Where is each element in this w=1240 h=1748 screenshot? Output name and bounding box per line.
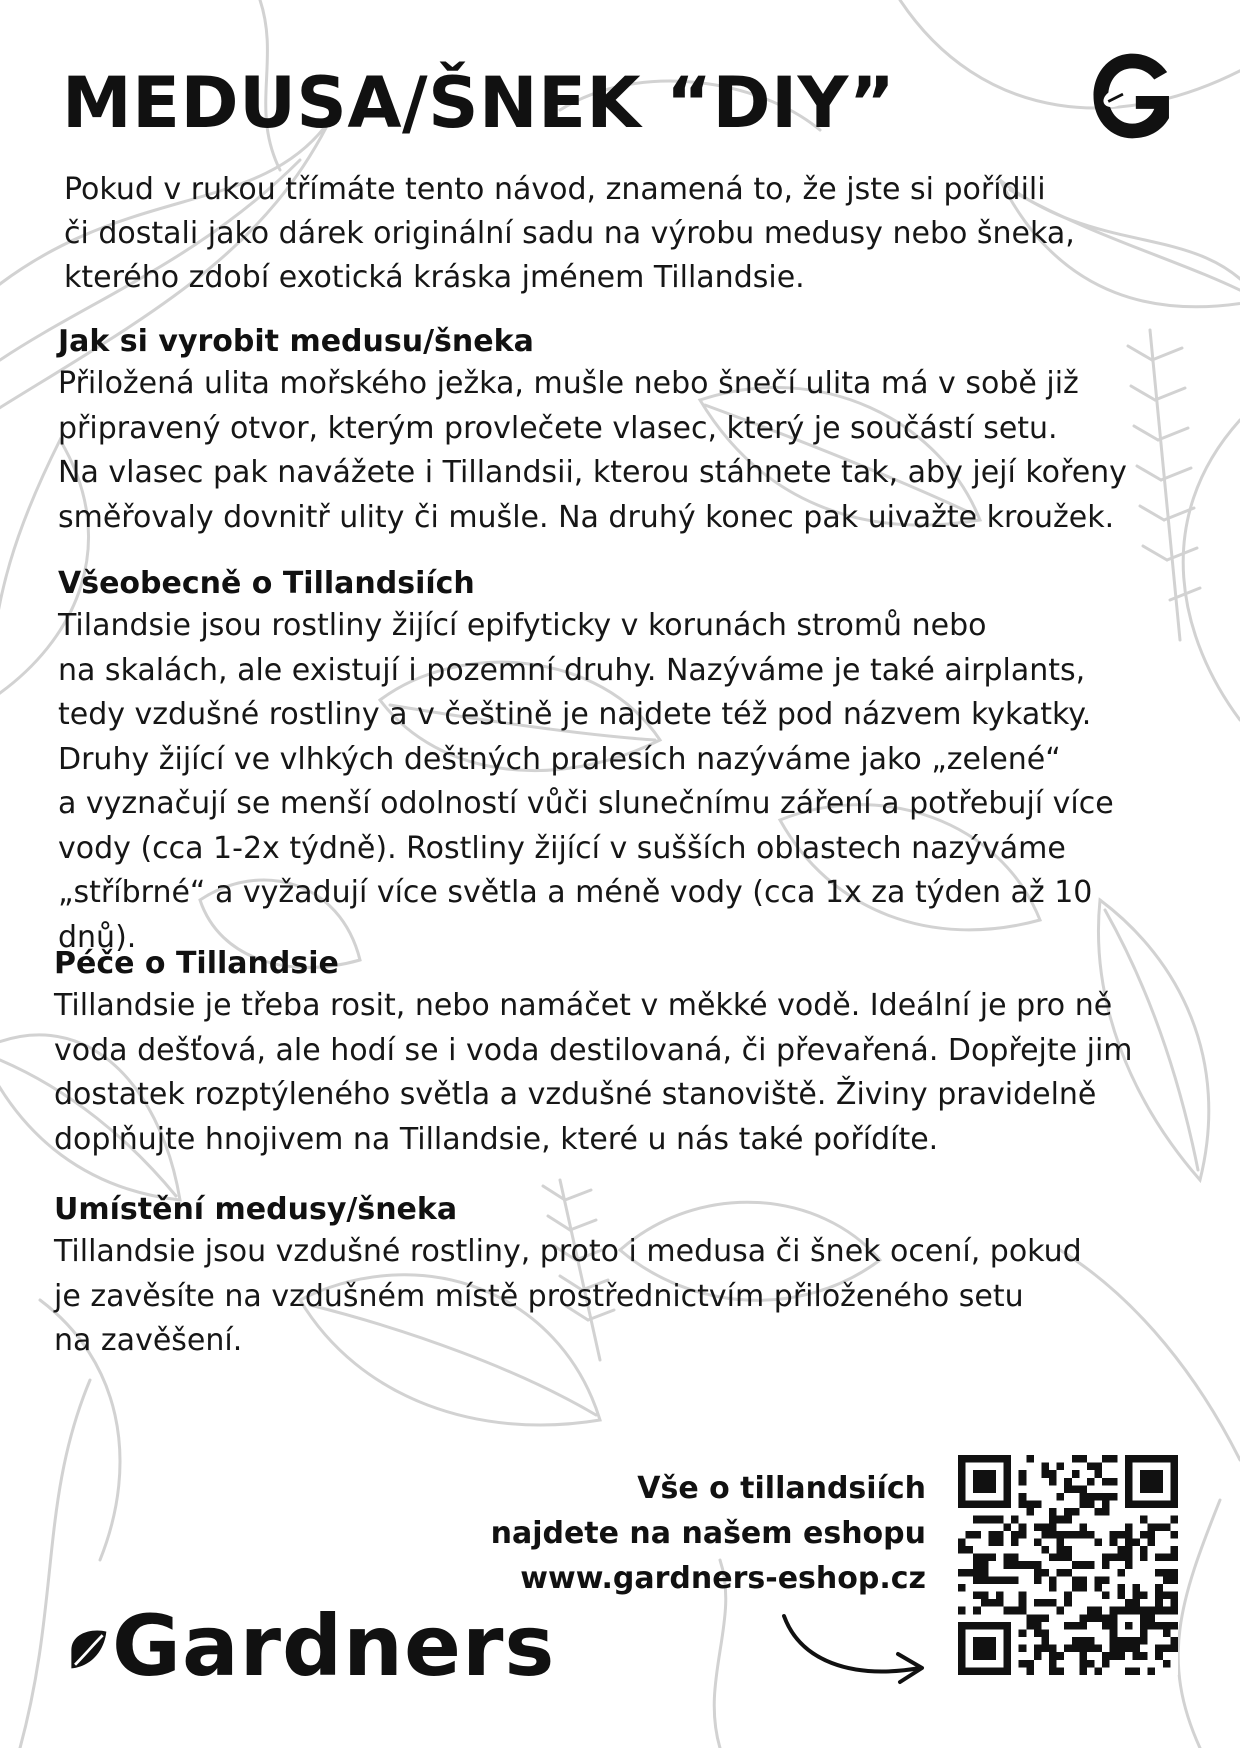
qr-module (1019, 1561, 1027, 1569)
qr-module (1095, 1538, 1103, 1546)
qr-module (1102, 1660, 1110, 1668)
qr-module (1163, 1592, 1171, 1600)
gardners-g-logo-icon (1088, 50, 1180, 142)
qr-module (1102, 1478, 1110, 1486)
qr-module (1110, 1493, 1118, 1501)
qr-module (981, 1592, 989, 1600)
qr-module (1026, 1455, 1034, 1463)
qr-module (1057, 1516, 1065, 1524)
qr-module (1132, 1599, 1140, 1607)
qr-code-icon[interactable] (958, 1455, 1178, 1675)
qr-module (1087, 1531, 1095, 1539)
qr-module (1117, 1645, 1125, 1653)
qr-module (1110, 1652, 1118, 1660)
qr-module (1064, 1554, 1072, 1562)
qr-module (1011, 1576, 1019, 1584)
qr-module (1163, 1629, 1171, 1637)
qr-module (1117, 1546, 1125, 1554)
qr-module (1079, 1523, 1087, 1531)
qr-module (973, 1561, 981, 1569)
qr-module (1019, 1629, 1027, 1637)
qr-module (1034, 1523, 1042, 1531)
qr-module (958, 1546, 966, 1554)
qr-module (1041, 1637, 1049, 1645)
qr-module (973, 1607, 981, 1615)
qr-module (1041, 1614, 1049, 1622)
qr-module (973, 1516, 981, 1524)
qr-module (1049, 1576, 1057, 1584)
qr-module (1079, 1561, 1087, 1569)
qr-module (1132, 1584, 1140, 1592)
qr-module (1125, 1554, 1133, 1562)
qr-module (1102, 1554, 1110, 1562)
qr-module (1087, 1660, 1095, 1668)
qr-module (1019, 1607, 1027, 1615)
qr-module (1004, 1554, 1012, 1562)
qr-module (1095, 1508, 1103, 1516)
qr-module (1026, 1660, 1034, 1668)
qr-module (1087, 1501, 1095, 1509)
qr-module (1095, 1645, 1103, 1653)
qr-module (1125, 1523, 1133, 1531)
qr-module (1132, 1652, 1140, 1660)
qr-module (1057, 1554, 1065, 1562)
qr-module (996, 1592, 1004, 1600)
section-body: Přiložená ulita mořského ježka, mušle nebo šnečí ulita má v sobě již připravený otvor, kterým provlečete vlasec, který je součástí setu. Na vlasec pak navážete i Tillandsii, kterou stáhnete tak, aby její kořeny směřovaly dovnitř ulity či mušle. Na druhý konec pak uivažte kroužek. (58, 366, 1127, 535)
qr-module (1019, 1470, 1027, 1478)
qr-module (1079, 1622, 1087, 1630)
qr-module (981, 1561, 989, 1569)
qr-module (1057, 1652, 1065, 1660)
qr-module (1049, 1554, 1057, 1562)
qr-module (988, 1554, 996, 1562)
qr-module (1004, 1561, 1012, 1569)
qr-module (1049, 1531, 1057, 1539)
qr-module (988, 1516, 996, 1524)
qr-module (1041, 1599, 1049, 1607)
qr-module (1072, 1561, 1080, 1569)
qr-module (1064, 1622, 1072, 1630)
qr-module (973, 1569, 981, 1577)
qr-module (981, 1576, 989, 1584)
qr-module (1170, 1576, 1178, 1584)
qr-module (958, 1584, 966, 1592)
qr-module (1140, 1470, 1163, 1493)
qr-module (1102, 1622, 1110, 1630)
qr-module (996, 1538, 1004, 1546)
qr-module (1163, 1607, 1171, 1615)
qr-module (1148, 1531, 1156, 1539)
qr-module (996, 1599, 1004, 1607)
qr-module (1125, 1546, 1133, 1554)
qr-module (1095, 1614, 1103, 1622)
qr-module (1026, 1501, 1034, 1509)
qr-module (1163, 1645, 1171, 1653)
qr-module (1019, 1531, 1027, 1539)
qr-module (1079, 1576, 1087, 1584)
qr-module (1170, 1645, 1178, 1653)
qr-module (1079, 1485, 1087, 1493)
qr-module (1140, 1554, 1148, 1562)
qr-module (1072, 1470, 1080, 1478)
qr-module (1079, 1645, 1087, 1653)
qr-module (1011, 1516, 1019, 1524)
section-heading: Péče o Tillandsie (54, 946, 339, 981)
qr-module (1163, 1523, 1171, 1531)
qr-module (988, 1531, 996, 1539)
qr-module (1034, 1652, 1042, 1660)
qr-module (1019, 1660, 1027, 1668)
qr-module (1117, 1592, 1125, 1600)
qr-module (1095, 1667, 1103, 1675)
qr-module (1102, 1561, 1110, 1569)
qr-module (1102, 1592, 1110, 1600)
qr-module (1072, 1622, 1080, 1630)
section-care (54, 944, 1174, 1162)
qr-module (1072, 1485, 1080, 1493)
qr-module (1163, 1576, 1171, 1584)
qr-module (1057, 1538, 1065, 1546)
qr-module (1163, 1622, 1171, 1630)
qr-module (1034, 1501, 1042, 1509)
qr-module (1102, 1576, 1110, 1584)
leaf-mark-icon (64, 1622, 110, 1678)
qr-module (1026, 1561, 1034, 1569)
qr-module (1155, 1645, 1163, 1653)
qr-module (1041, 1531, 1049, 1539)
qr-module (1079, 1493, 1087, 1501)
qr-module (1102, 1501, 1110, 1509)
qr-module (1163, 1660, 1171, 1668)
qr-module (1140, 1516, 1148, 1524)
qr-module (1019, 1523, 1027, 1531)
qr-module (1049, 1645, 1057, 1653)
qr-module (1011, 1561, 1019, 1569)
qr-module (1087, 1645, 1095, 1653)
qr-module (1087, 1478, 1095, 1486)
qr-module (1125, 1538, 1133, 1546)
qr-module (1049, 1516, 1057, 1524)
qr-module (1026, 1614, 1034, 1622)
qr-module (981, 1554, 989, 1562)
qr-module (1170, 1592, 1178, 1600)
section-body: Tilandsie jsou rostliny žijící epifyticky v korunách stromů nebo na skalách, ale existují i pozemní druhy. Nazýváme je také airplants, tedy vzdušné rostliny a v češtině je najdete též pod názvem kykatky. Druhy žijící ve vlhkých deštných pralesích nazýváme jako „zelené“ a vyznačují se menší odolností vůči slunečnímu záření a potřebují více vody (cca 1-2x týdně). Rostliny žijící v sušších oblastech nazýváme „stříbrné“ a vyžadují více světla a méně vody (cca 1x za týden až 10 dnů). (58, 608, 1114, 955)
qr-module (973, 1554, 981, 1562)
qr-module (1057, 1667, 1065, 1675)
qr-module (1064, 1485, 1072, 1493)
qr-module (1049, 1523, 1057, 1531)
qr-module (1079, 1614, 1087, 1622)
qr-module (1117, 1652, 1125, 1660)
qr-module (1125, 1622, 1133, 1630)
qr-module (1019, 1478, 1027, 1486)
qr-module (1072, 1508, 1080, 1516)
qr-module (1019, 1645, 1027, 1653)
qr-module (958, 1538, 966, 1546)
qr-module (966, 1546, 974, 1554)
qr-module (1072, 1645, 1080, 1653)
qr-module (973, 1531, 981, 1539)
qr-module (958, 1607, 966, 1615)
qr-module (1155, 1584, 1163, 1592)
qr-module (1049, 1478, 1057, 1486)
qr-module (1102, 1508, 1110, 1516)
qr-module (988, 1538, 996, 1546)
qr-module (1087, 1614, 1095, 1622)
gardners-brand-logo (64, 1597, 556, 1695)
qr-module (1132, 1645, 1140, 1653)
qr-module (1019, 1599, 1027, 1607)
qr-module (1072, 1576, 1080, 1584)
qr-module (1095, 1576, 1103, 1584)
qr-module (1155, 1569, 1163, 1577)
qr-module (1041, 1546, 1049, 1554)
qr-module (1064, 1546, 1072, 1554)
qr-module (1049, 1652, 1057, 1660)
qr-module (1049, 1667, 1057, 1675)
qr-module (1155, 1592, 1163, 1600)
qr-module (1057, 1569, 1065, 1577)
qr-module (1079, 1637, 1087, 1645)
qr-module (1170, 1607, 1178, 1615)
qr-module (1064, 1508, 1072, 1516)
qr-module (1079, 1531, 1087, 1539)
qr-module (1011, 1531, 1019, 1539)
qr-module (1034, 1569, 1042, 1577)
qr-module (1079, 1584, 1087, 1592)
qr-module (1041, 1629, 1049, 1637)
eshop-callout: Vše o tillandsiích najdete na našem eshopu www.gardners-eshop.cz (490, 1471, 926, 1596)
qr-module (1125, 1667, 1133, 1675)
qr-module (1095, 1463, 1103, 1471)
qr-module (1148, 1667, 1156, 1675)
qr-module (1110, 1554, 1118, 1562)
curved-arrow-icon (780, 1610, 930, 1690)
qr-module (1087, 1607, 1095, 1615)
page-title: MEDUSA/ŠNEK “DIY” (62, 62, 896, 144)
qr-module (1102, 1493, 1110, 1501)
qr-module (1087, 1463, 1095, 1471)
qr-module (973, 1637, 996, 1660)
qr-module (1163, 1554, 1171, 1562)
brand-wordmark: Gardners (112, 1597, 556, 1695)
qr-module (1019, 1493, 1027, 1501)
qr-module (1095, 1607, 1103, 1615)
qr-module (1041, 1470, 1049, 1478)
qr-module (1170, 1531, 1178, 1539)
qr-module (996, 1531, 1004, 1539)
qr-module (1064, 1478, 1072, 1486)
qr-module (1041, 1463, 1049, 1471)
qr-module (1170, 1546, 1178, 1554)
section-heading: Všeobecně o Tillandsiích (58, 566, 475, 601)
qr-module (966, 1531, 974, 1539)
qr-module (1064, 1569, 1072, 1577)
qr-module (996, 1576, 1004, 1584)
qr-module (1095, 1470, 1103, 1478)
qr-module (1132, 1667, 1140, 1675)
qr-module (1079, 1652, 1087, 1660)
qr-module (1041, 1645, 1049, 1653)
qr-module (1102, 1614, 1110, 1622)
qr-module (1102, 1652, 1110, 1660)
qr-module (1026, 1667, 1034, 1675)
qr-module (1155, 1599, 1163, 1607)
qr-module (1057, 1607, 1065, 1615)
qr-module (1170, 1599, 1178, 1607)
qr-module (981, 1516, 989, 1524)
qr-module (973, 1592, 981, 1600)
qr-module (1087, 1493, 1095, 1501)
qr-module (1079, 1667, 1087, 1675)
qr-module (1170, 1622, 1178, 1630)
section-placement (54, 1190, 1174, 1364)
qr-module (1148, 1523, 1156, 1531)
qr-module (1034, 1576, 1042, 1584)
qr-module (1170, 1516, 1178, 1524)
qr-module (1041, 1523, 1049, 1531)
section-body: Tillandsie jsou vzdušné rostliny, proto i medusa či šnek ocení, pokud je zavěsíte na vzdušném místě prostřednictvím přiloženého setu na zavěšení. (54, 1234, 1082, 1358)
qr-module (988, 1599, 996, 1607)
qr-module (1125, 1599, 1133, 1607)
qr-module (1125, 1645, 1133, 1653)
qr-module (1049, 1660, 1057, 1668)
qr-module (1087, 1637, 1095, 1645)
qr-module (1057, 1546, 1065, 1554)
qr-module (1140, 1652, 1148, 1660)
qr-module (1049, 1584, 1057, 1592)
qr-module (1049, 1508, 1057, 1516)
qr-module (1110, 1455, 1118, 1463)
qr-module (1004, 1607, 1012, 1615)
qr-module (1057, 1493, 1065, 1501)
qr-module (981, 1599, 989, 1607)
section-heading: Umístění medusy/šneka (54, 1192, 458, 1227)
qr-module (1163, 1569, 1171, 1577)
qr-module (1019, 1592, 1027, 1600)
qr-module (1148, 1622, 1156, 1630)
qr-module (1155, 1607, 1163, 1615)
qr-module (1049, 1599, 1057, 1607)
qr-module (1064, 1592, 1072, 1600)
qr-module (988, 1576, 996, 1584)
qr-module (1155, 1523, 1163, 1531)
qr-module (1034, 1561, 1042, 1569)
qr-module (981, 1569, 989, 1577)
qr-module (1095, 1493, 1103, 1501)
qr-module (1072, 1455, 1080, 1463)
qr-module (1140, 1531, 1148, 1539)
qr-module (1072, 1637, 1080, 1645)
qr-module (1064, 1516, 1072, 1524)
qr-module (973, 1470, 996, 1493)
qr-module (1011, 1554, 1019, 1562)
qr-module (1034, 1629, 1042, 1637)
qr-module (958, 1569, 966, 1577)
qr-module (1064, 1599, 1072, 1607)
qr-module (1095, 1584, 1103, 1592)
section-how-to-make (58, 322, 1178, 540)
qr-module (996, 1516, 1004, 1524)
qr-module (1110, 1531, 1118, 1539)
qr-module (1079, 1660, 1087, 1668)
qr-module (1132, 1538, 1140, 1546)
qr-module (1034, 1599, 1042, 1607)
qr-module (1170, 1569, 1178, 1577)
section-heading: Jak si vyrobit medusu/šneka (58, 324, 534, 359)
qr-module (1170, 1637, 1178, 1645)
qr-module (1102, 1455, 1110, 1463)
qr-module (1148, 1538, 1156, 1546)
qr-module (1064, 1645, 1072, 1653)
qr-module (1034, 1622, 1042, 1630)
qr-module (1057, 1531, 1065, 1539)
qr-module (1110, 1478, 1118, 1486)
qr-module (1117, 1584, 1125, 1592)
qr-module (1011, 1607, 1019, 1615)
qr-module (1132, 1592, 1140, 1600)
qr-module (1034, 1614, 1042, 1622)
qr-module (1034, 1538, 1042, 1546)
qr-module (1155, 1622, 1163, 1630)
qr-module (1057, 1463, 1065, 1471)
qr-module (1117, 1554, 1125, 1562)
qr-module (1034, 1645, 1042, 1653)
qr-module (1148, 1607, 1156, 1615)
qr-module (1049, 1470, 1057, 1478)
qr-module (1140, 1592, 1148, 1600)
qr-module (1026, 1508, 1034, 1516)
qr-module (1064, 1531, 1072, 1539)
qr-module (1026, 1622, 1034, 1630)
qr-module (1155, 1554, 1163, 1562)
qr-module (1011, 1538, 1019, 1546)
qr-module (1079, 1455, 1087, 1463)
qr-module (1170, 1554, 1178, 1562)
qr-module (1004, 1576, 1012, 1584)
qr-module (1117, 1569, 1125, 1577)
section-body: Tillandsie je třeba rosit, nebo namáčet v měkké vodě. Ideální je pro ně voda dešťová, ale hodí se i voda destilovaná, či převařená. Dopřejte jim dostatek rozptýleného světla a vzdušné stanoviště. Živiny pravidelně doplňujte hnojivem na Tillandsie, které u nás také pořídíte. (54, 988, 1133, 1157)
qr-module (1087, 1561, 1095, 1569)
qr-module (1072, 1531, 1080, 1539)
qr-module (1041, 1569, 1049, 1577)
qr-module (1148, 1614, 1156, 1622)
qr-module (1117, 1531, 1125, 1539)
qr-module (1155, 1652, 1163, 1660)
qr-module (973, 1576, 981, 1584)
qr-module (966, 1569, 974, 1577)
qr-module (1004, 1523, 1012, 1531)
qr-module (1072, 1584, 1080, 1592)
qr-module (1125, 1531, 1133, 1539)
intro-paragraph: Pokud v rukou třímáte tento návod, znamená to, že jste si pořídili či dostali jako dárek originální sadu na výrobu medusy nebo šneka, kterého zdobí exotická kráska jménem Tillandsie. (64, 172, 1075, 295)
qr-module (1110, 1538, 1118, 1546)
qr-module (1019, 1501, 1027, 1509)
qr-module (1079, 1501, 1087, 1509)
qr-module (1125, 1561, 1133, 1569)
section-about-tillandsia (58, 564, 1178, 960)
qr-module (1140, 1546, 1148, 1554)
qr-module (1110, 1645, 1118, 1653)
